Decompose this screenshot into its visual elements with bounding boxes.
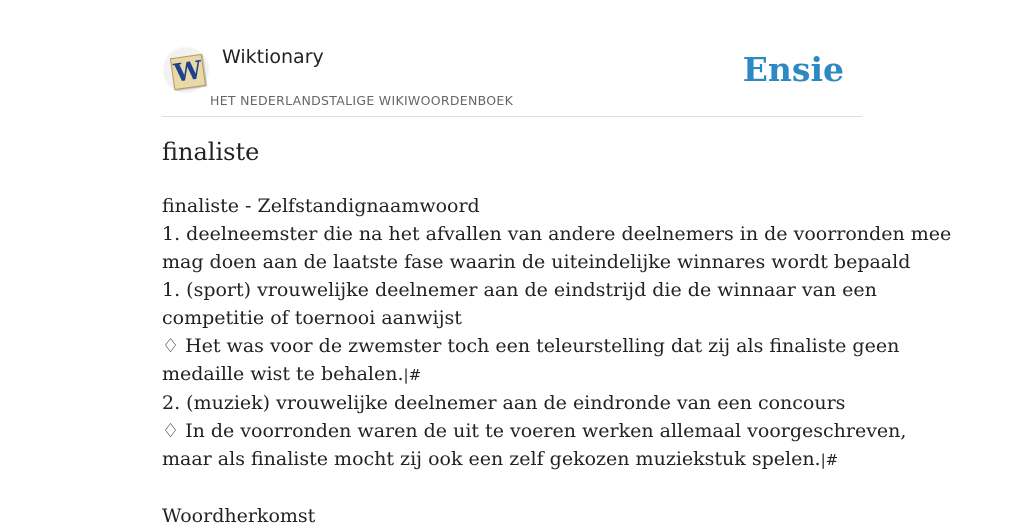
- example-sport-line-2: [162, 360, 867, 389]
- logo-tile: W: [170, 54, 206, 90]
- example-music-suffix: |#: [820, 451, 839, 469]
- example-music-line-2: [162, 445, 867, 474]
- ensie-brand-logo[interactable]: Ensie: [742, 50, 844, 89]
- site-name[interactable]: Wiktionary: [222, 46, 324, 68]
- definition-1-line-2: mag doen aan de laatste fase waarin de uiteindelijke winnares wordt bepaald: [162, 251, 911, 273]
- example-music-text: maar als finaliste mocht zij ook een zelf gekozen muziekstuk spelen.: [162, 448, 821, 470]
- definition-sport-line-2: competitie of toernooi aanwijst: [162, 307, 462, 329]
- definition-music-line-1: 2. (muziek) vrouwelijke deelnemer aan de eindronde van een concours: [162, 392, 846, 414]
- site-tagline: HET NEDERLANDSTALIGE WIKIWOORDENBOEK: [210, 93, 514, 108]
- definition-sport-line-1: 1. (sport) vrouwelijke deelnemer aan de eindstrijd die de winnaar van een: [162, 279, 877, 301]
- example-sport-line-1: ♢ Het was voor de zwemster toch een teleurstelling dat zij als finaliste geen: [162, 335, 900, 357]
- site-header: [162, 40, 862, 117]
- example-sport-text: medaille wist te behalen.: [162, 363, 404, 385]
- section-spacer: [162, 474, 867, 502]
- example-sport-suffix: |#: [403, 366, 422, 384]
- entry-heading: finaliste - Zelfstandignaamwoord: [162, 195, 480, 217]
- definition-1-line-1: 1. deelneemster die na het afvallen van andere deelnemers in de voorronden mee: [162, 223, 952, 245]
- entry-content: [162, 192, 952, 530]
- example-music-line-1: ♢ In de voorronden waren de uit te voeren werken allemaal voorgeschreven,: [162, 420, 907, 442]
- wiktionary-logo-icon[interactable]: [164, 48, 208, 92]
- page-title: finaliste: [162, 138, 260, 166]
- section-heading-woordherkomst: Woordherkomst: [162, 505, 316, 527]
